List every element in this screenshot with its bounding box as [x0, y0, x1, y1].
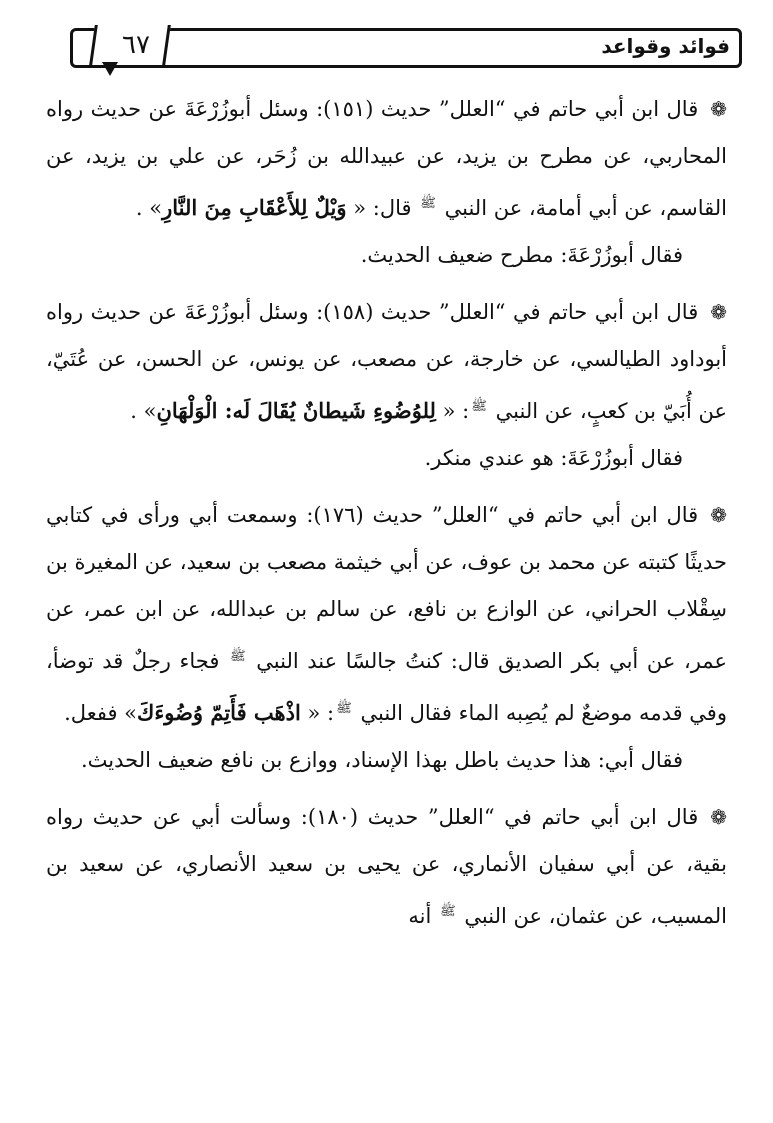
page-number: ٦٧: [122, 30, 150, 60]
hadith-text: وَيْلٌ لِلأَعْقَابِ مِنَ النَّارِ: [162, 195, 347, 220]
entry-151-conclusion: فقال أبوزُرْعَةَ: مطرح ضعيف الحديث.: [360, 243, 683, 267]
salutation-icon: ﷺ: [440, 904, 456, 919]
salutation-icon: ﷺ: [420, 196, 436, 211]
flower-ornament-icon: ❁: [710, 300, 728, 324]
entry-tail: أنه: [408, 904, 432, 928]
salutation-icon: ﷺ: [471, 399, 487, 414]
entry-intro: قال ابن أبي حاتم في “العلل” حديث (١٧٦): وسمعت أبي ورأى في كتابي حديثًا كتبته عن محمد بن عوف، عن أبي خيثمة مصعب بن سعيد، عن المغيرة بن سِقْلاب الحراني، عن الوازع بن نافع، عن سالم بن عبدالله، عن ابن عمر، عن عمر، عن أبي بكر الصديق قال: كنتُ جالسًا عند النبي: [46, 503, 727, 673]
running-header: [70, 28, 742, 64]
hadith-text: لِلوُضُوءِ شَيطانٌ يُقَالَ لَه: الْوَلْهَانِ: [156, 398, 436, 423]
entry-middle: فجاء رجلٌ قد توضأ، وفي قدمه موضعٌ لم يُصِبه الماء فقال النبي: [46, 649, 727, 725]
entry-176: [46, 492, 727, 737]
flower-ornament-icon: ❁: [710, 97, 728, 121]
page-number-flag-icon: [102, 62, 118, 76]
entry-158-conclusion: فقال أبوزُرْعَةَ: هو عندي منكر.: [424, 446, 683, 470]
salutation-icon: ﷺ: [336, 701, 352, 716]
flower-ornament-icon: ❁: [710, 805, 727, 829]
salutation-icon: ﷺ: [229, 649, 246, 664]
entry-intro: قال ابن أبي حاتم في “العلل” حديث (١٨٠): وسألت أبي عن حديث رواه بقية، عن أبي سفيان الأنماري، عن يحيى بن سعيد الأنصاري، عن سعيد بن المسيب، عن عثمان، عن النبي: [46, 805, 727, 928]
entry-176-conclusion: فقال أبي: هذا حديث باطل بهذا الإسناد، ووازع بن نافع ضعيف الحديث.: [81, 748, 683, 772]
entry-158: [46, 289, 727, 435]
quote-open: : «: [442, 399, 470, 423]
quote-close: » .: [130, 399, 157, 423]
quote-open: : «: [307, 701, 335, 725]
entry-intro: قال ابن أبي حاتم في “العلل” حديث (١٥١): وسئل أبوزُرْعَةَ عن حديث رواه المحاربي، عن مطرح بن يزيد، عن عبيدالله بن زُحَر، عن علي بن يزيد، عن القاسم، عن أبي أمامة، عن النبي: [46, 97, 727, 220]
header-title: فوائد وقواعد: [601, 34, 730, 58]
entry-intro: قال ابن أبي حاتم في “العلل” حديث (١٥٨): وسئل أبوزُرْعَةَ عن حديث رواه أبوداود الطيالسي، عن خارجة، عن مصعب، عن يونس، عن الحسن، عن عُتَيّ، عن أُبَيّ بن كعبٍ، عن النبي: [46, 300, 727, 423]
hadith-text: اذْهَب فَأَتِمّ وُضُوءَكَ: [137, 700, 301, 725]
quote-open: قال: «: [353, 196, 412, 220]
flower-ornament-icon: ❁: [710, 503, 727, 527]
quote-close: » ففعل.: [64, 701, 138, 725]
page-body: [46, 86, 727, 940]
entry-151: [46, 86, 727, 232]
quote-close: » .: [135, 196, 163, 220]
entry-180: [46, 794, 727, 940]
